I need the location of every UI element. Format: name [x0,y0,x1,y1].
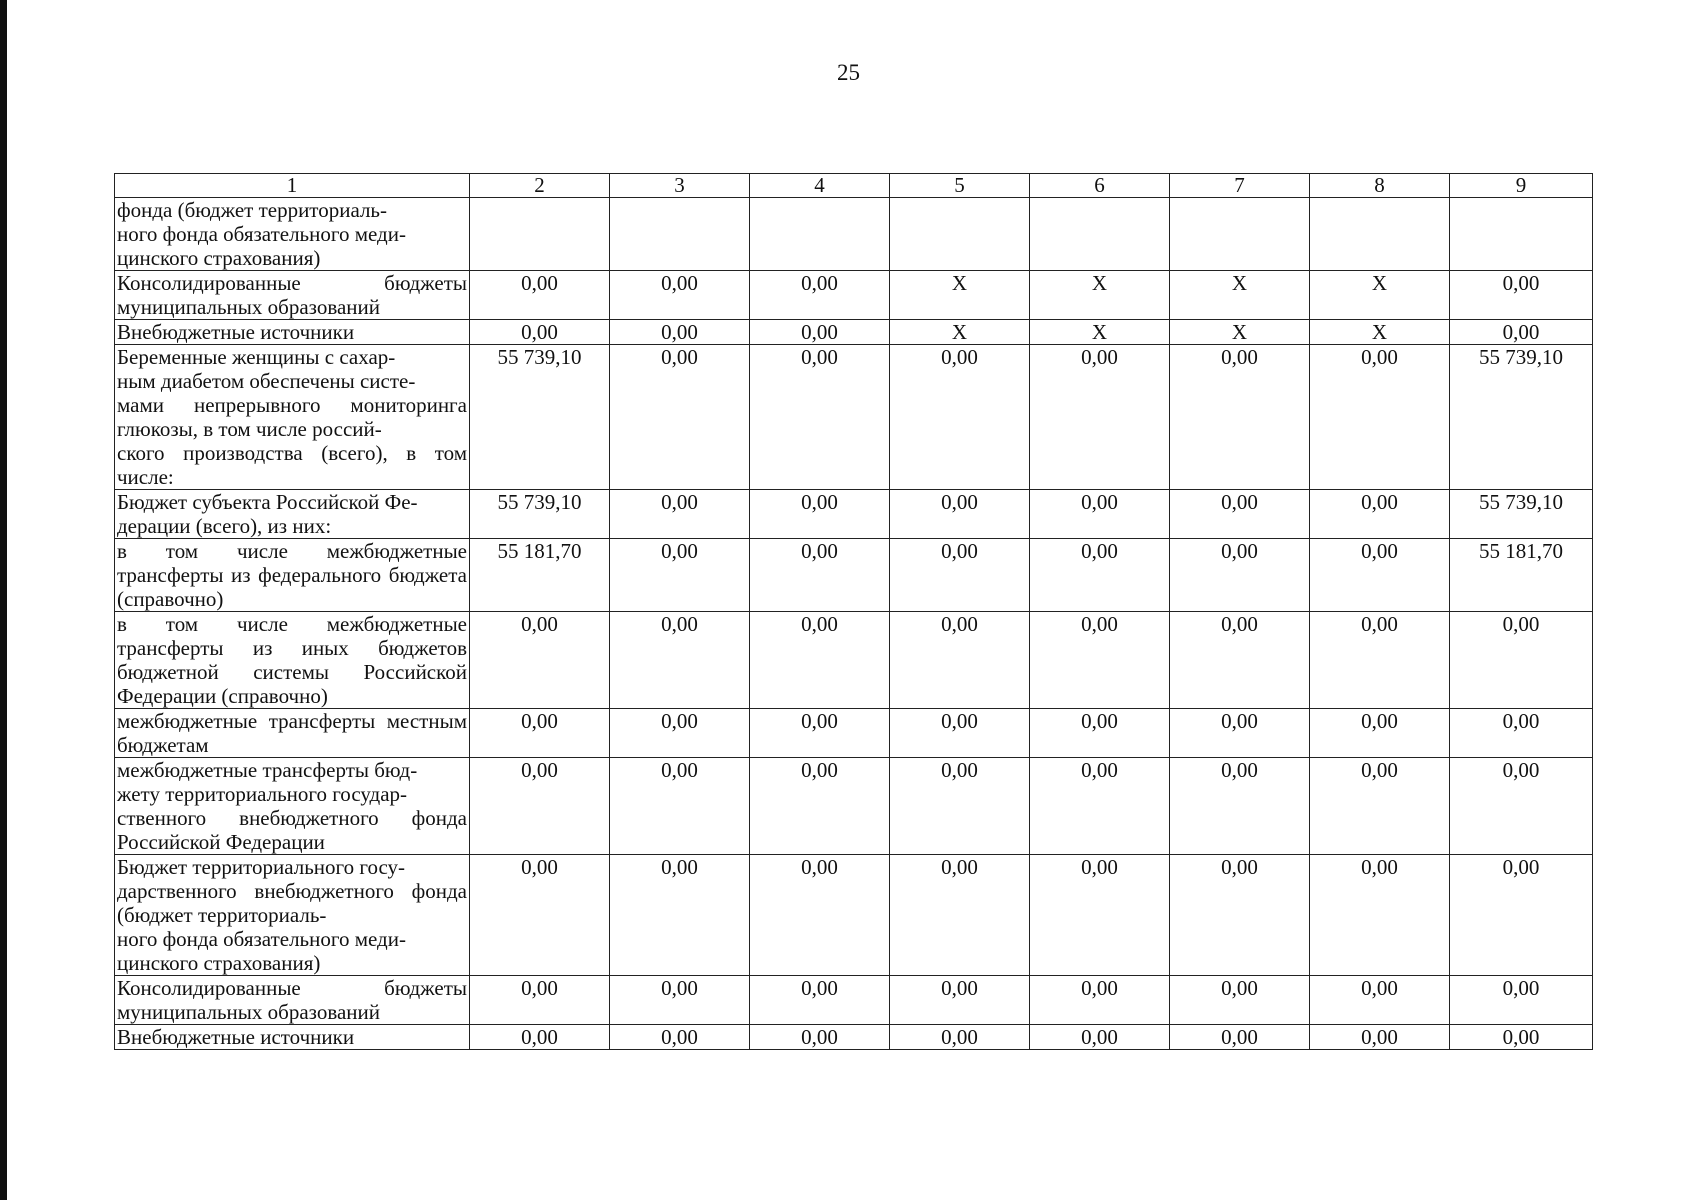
cell-value: 0,00 [470,1025,610,1050]
cell-value: 0,00 [750,612,890,709]
row-label: Бюджет субъекта Российской Фе- дерации (всего), из них: [115,490,470,539]
cell-value: 0,00 [1170,539,1310,612]
table-row [115,198,1593,271]
cell-value [610,198,750,271]
column-header: 9 [1450,174,1593,198]
cell-value: X [1030,320,1170,345]
cell-value: 0,00 [470,709,610,758]
cell-value: 0,00 [1450,612,1593,709]
row-label: межбюджетные трансферты бюд- жету территориального государ- ственного внебюджетного фонда Российской Федерации [115,758,470,855]
table-body [115,198,1593,1050]
cell-value: 0,00 [610,709,750,758]
cell-value: 0,00 [1450,320,1593,345]
row-label: Бюджет территориального госу- дарственного внебюджетного фонда (бюджет территориаль- ного фонда обязательного меди- цинского страхования) [115,855,470,976]
cell-value: 0,00 [1310,612,1450,709]
cell-value: 0,00 [1030,539,1170,612]
cell-value: 0,00 [470,758,610,855]
cell-value: 0,00 [610,758,750,855]
cell-value: 0,00 [1450,855,1593,976]
cell-value: 0,00 [470,612,610,709]
cell-value: 0,00 [1450,758,1593,855]
cell-value: X [890,320,1030,345]
row-label: межбюджетные трансферты местным бюджетам [115,709,470,758]
cell-value: 0,00 [610,271,750,320]
row-label: Консолидированные бюджеты муниципальных образований [115,271,470,320]
cell-value: 0,00 [750,345,890,490]
column-header: 8 [1310,174,1450,198]
page-number: 25 [837,60,860,85]
cell-value: 0,00 [1030,345,1170,490]
cell-value: X [1030,271,1170,320]
cell-value: 0,00 [610,345,750,490]
cell-value: 0,00 [1310,709,1450,758]
cell-value: 0,00 [1170,490,1310,539]
cell-value: 0,00 [890,709,1030,758]
cell-value: 0,00 [750,539,890,612]
cell-value: 0,00 [1170,758,1310,855]
cell-value: 0,00 [1170,709,1310,758]
cell-value [750,198,890,271]
cell-value: 0,00 [610,539,750,612]
cell-value: 0,00 [890,976,1030,1025]
cell-value: X [890,271,1030,320]
cell-value: 0,00 [750,976,890,1025]
cell-value: 0,00 [470,320,610,345]
table-row [115,612,1593,709]
cell-value: 0,00 [1310,539,1450,612]
cell-value [1450,198,1593,271]
row-label: Консолидированные бюджеты муниципальных образований [115,976,470,1025]
column-header: 5 [890,174,1030,198]
cell-value: 0,00 [1170,976,1310,1025]
column-header: 4 [750,174,890,198]
table-row [115,490,1593,539]
cell-value: 55 181,70 [470,539,610,612]
cell-value: 0,00 [890,612,1030,709]
table-row [115,1025,1593,1050]
cell-value: 0,00 [1450,1025,1593,1050]
cell-value: X [1170,271,1310,320]
cell-value: 0,00 [1030,758,1170,855]
scan-edge [0,0,7,1200]
cell-value: 0,00 [1450,271,1593,320]
cell-value: 0,00 [890,490,1030,539]
cell-value: 0,00 [890,1025,1030,1050]
cell-value [1310,198,1450,271]
cell-value: 0,00 [750,709,890,758]
cell-value: X [1310,320,1450,345]
table-row [115,855,1593,976]
cell-value: 0,00 [610,490,750,539]
cell-value: 0,00 [890,855,1030,976]
cell-value: 0,00 [750,1025,890,1050]
row-label: Внебюджетные источники [115,1025,470,1050]
cell-value: 0,00 [610,1025,750,1050]
cell-value: 0,00 [1030,490,1170,539]
cell-value: 0,00 [470,271,610,320]
cell-value: 55 739,10 [1450,490,1593,539]
cell-value: 0,00 [750,490,890,539]
cell-value: 0,00 [1030,612,1170,709]
cell-value [1030,198,1170,271]
budget-table [114,173,1593,1050]
row-label: Внебюджетные источники [115,320,470,345]
cell-value [1170,198,1310,271]
cell-value: 0,00 [1170,612,1310,709]
cell-value: 0,00 [470,855,610,976]
cell-value: 55 739,10 [1450,345,1593,490]
cell-value: 0,00 [1170,855,1310,976]
cell-value [890,198,1030,271]
table-row [115,271,1593,320]
table-row [115,709,1593,758]
cell-value: 0,00 [890,345,1030,490]
cell-value: 55 739,10 [470,345,610,490]
cell-value [470,198,610,271]
cell-value: 0,00 [1310,855,1450,976]
cell-value: 0,00 [1030,855,1170,976]
cell-value: 0,00 [610,976,750,1025]
cell-value: X [1310,271,1450,320]
cell-value: 0,00 [750,320,890,345]
cell-value: 55 739,10 [470,490,610,539]
cell-value: X [1170,320,1310,345]
column-header: 6 [1030,174,1170,198]
table-row [115,758,1593,855]
cell-value: 0,00 [750,271,890,320]
cell-value: 0,00 [610,612,750,709]
column-header: 1 [115,174,470,198]
cell-value: 55 181,70 [1450,539,1593,612]
row-label: фонда (бюджет территориаль- ного фонда обязательного меди- цинского страхования) [115,198,470,271]
table-row [115,320,1593,345]
cell-value: 0,00 [750,855,890,976]
table-row [115,976,1593,1025]
cell-value: 0,00 [1310,490,1450,539]
cell-value: 0,00 [1030,1025,1170,1050]
header-row [115,174,1593,198]
column-header: 2 [470,174,610,198]
row-label: в том числе межбюджетные трансферты из федерального бюджета (справочно) [115,539,470,612]
cell-value: 0,00 [1170,345,1310,490]
cell-value: 0,00 [1310,345,1450,490]
table-row [115,539,1593,612]
cell-value: 0,00 [1450,709,1593,758]
cell-value: 0,00 [1310,758,1450,855]
cell-value: 0,00 [470,976,610,1025]
column-header: 7 [1170,174,1310,198]
cell-value: 0,00 [750,758,890,855]
cell-value: 0,00 [1310,976,1450,1025]
cell-value: 0,00 [1170,1025,1310,1050]
cell-value: 0,00 [610,320,750,345]
row-label: в том числе межбюджетные трансферты из иных бюджетов бюджетной системы Российской Федерации (справочно) [115,612,470,709]
cell-value: 0,00 [1450,976,1593,1025]
column-header: 3 [610,174,750,198]
cell-value: 0,00 [610,855,750,976]
cell-value: 0,00 [1030,709,1170,758]
row-label: Беременные женщины с сахар- ным диабетом обеспечены систе- мами непрерывного мониторинга глюкозы, в том числе россий- ского производства (всего), в том числе: [115,345,470,490]
cell-value: 0,00 [1310,1025,1450,1050]
cell-value: 0,00 [890,758,1030,855]
table-row [115,345,1593,490]
cell-value: 0,00 [1030,976,1170,1025]
cell-value: 0,00 [890,539,1030,612]
